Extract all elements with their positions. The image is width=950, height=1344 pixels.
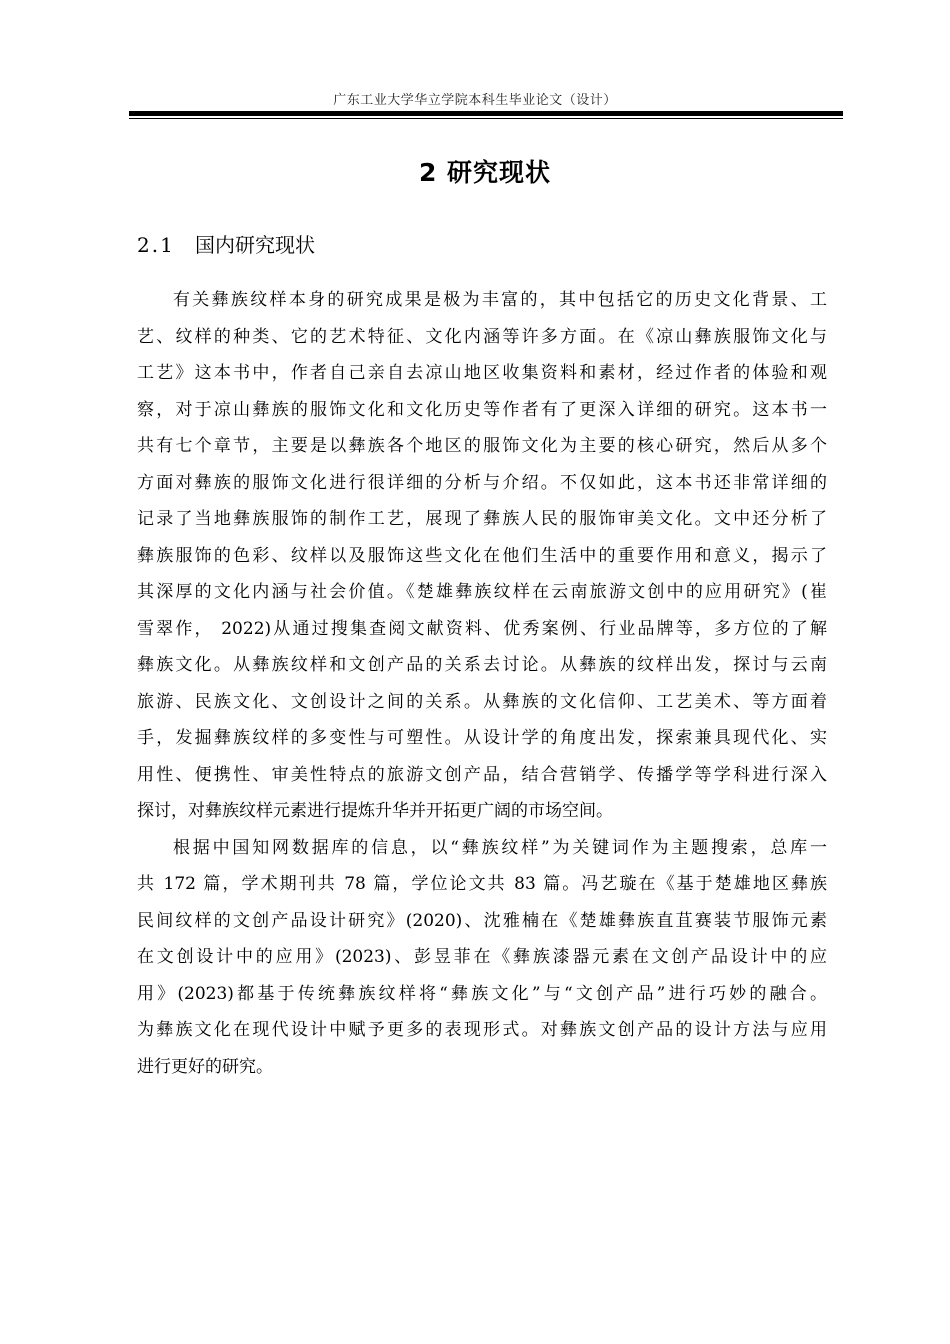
header-rule-thick	[129, 111, 843, 116]
paragraph-line: 其深厚的文化内涵与社会价值。《楚雄彝族纹样在云南旅游文创中的应用研究》(崔	[137, 582, 827, 602]
paragraph	[137, 282, 827, 830]
paragraph-line: 察，对于凉山彝族的服饰文化和文化历史等作者有了更深入详细的研究。这本书一	[137, 399, 827, 420]
paragraph-line: 探讨，对彝族纹样元素进行提炼升华并开拓更广阔的市场空间。	[137, 801, 613, 821]
paragraph-line: 在文创设计中的应用》(2023)、彭昱菲在《彝族漆器元素在文创产品设计中的应	[137, 947, 827, 967]
chapter-title: 2 研究现状	[418, 158, 552, 187]
paragraph-line: 有关彝族纹样本身的研究成果是极为丰富的，其中包括它的历史文化背景、工	[173, 290, 827, 310]
paragraph-line: 手，发掘彝族纹样的多变性与可塑性。从设计学的角度出发，探索兼具现代化、实	[137, 728, 827, 748]
paragraph-line: 艺、纹样的种类、它的艺术特征、文化内涵等许多方面。在《凉山彝族服饰文化与	[137, 326, 827, 347]
paragraph-line: 共 172 篇，学术期刊共 78 篇，学位论文共 83 篇。冯艺璇在《基于楚雄地区彝族	[137, 874, 827, 894]
paragraph-line: 用性、便携性、审美性特点的旅游文创产品，结合营销学、传播学等学科进行深入	[137, 764, 827, 785]
paragraph-line: 用》(2023)都基于传统彝族纹样将“彝族文化”与“文创产品”进行巧妙的融合。	[137, 983, 827, 1004]
paragraph-line: 民间纹样的文创产品设计研究》(2020)、沈雅楠在《楚雄彝族直苴赛装节服饰元素	[137, 910, 827, 931]
paragraph-line: 彝族文化。从彝族纹样和文创产品的关系去讨论。从彝族的纹样出发，探讨与云南	[137, 655, 827, 675]
paragraph-line: 根据中国知网数据库的信息，以“彝族纹样”为关键词作为主题搜索，总库一	[173, 837, 827, 858]
paragraph-line: 记录了当地彝族服饰的制作工艺，展现了彝族人民的服饰审美文化。文中还分析了	[137, 509, 827, 529]
section-number: 2.1	[137, 233, 175, 257]
paragraph-line: 彝族服饰的色彩、纹样以及服饰这些文化在他们生活中的重要作用和意义，揭示了	[137, 545, 827, 566]
running-header: 广东工业大学华立学院本科生毕业论文（设计）	[333, 93, 617, 108]
body-text	[137, 282, 827, 1085]
paragraph-line: 方面对彝族的服饰文化进行很详细的分析与介绍。不仅如此，这本书还非常详细的	[137, 472, 827, 493]
paragraph-line: 工艺》这本书中，作者自己亲自去凉山地区收集资料和素材，经过作者的体验和观	[137, 363, 827, 383]
section-title: 国内研究现状	[195, 233, 315, 257]
paragraph-line: 雪翠作， 2022)从通过搜集查阅文献资料、优秀案例、行业品牌等，多方位的了解	[137, 618, 827, 639]
paragraph-line: 共有七个章节，主要是以彝族各个地区的服饰文化为主要的核心研究，然后从多个	[137, 436, 827, 456]
paragraph-line: 旅游、民族文化、文创设计之间的关系。从彝族的文化信仰、工艺美术、等方面着	[137, 691, 827, 712]
section-heading	[137, 229, 315, 258]
paragraph-line: 为彝族文化在现代设计中赋予更多的表现形式。对彝族文创产品的设计方法与应用	[137, 1020, 827, 1040]
paragraph	[137, 830, 827, 1086]
paragraph-line: 进行更好的研究。	[137, 1056, 273, 1077]
header-rule-thin	[129, 118, 843, 119]
